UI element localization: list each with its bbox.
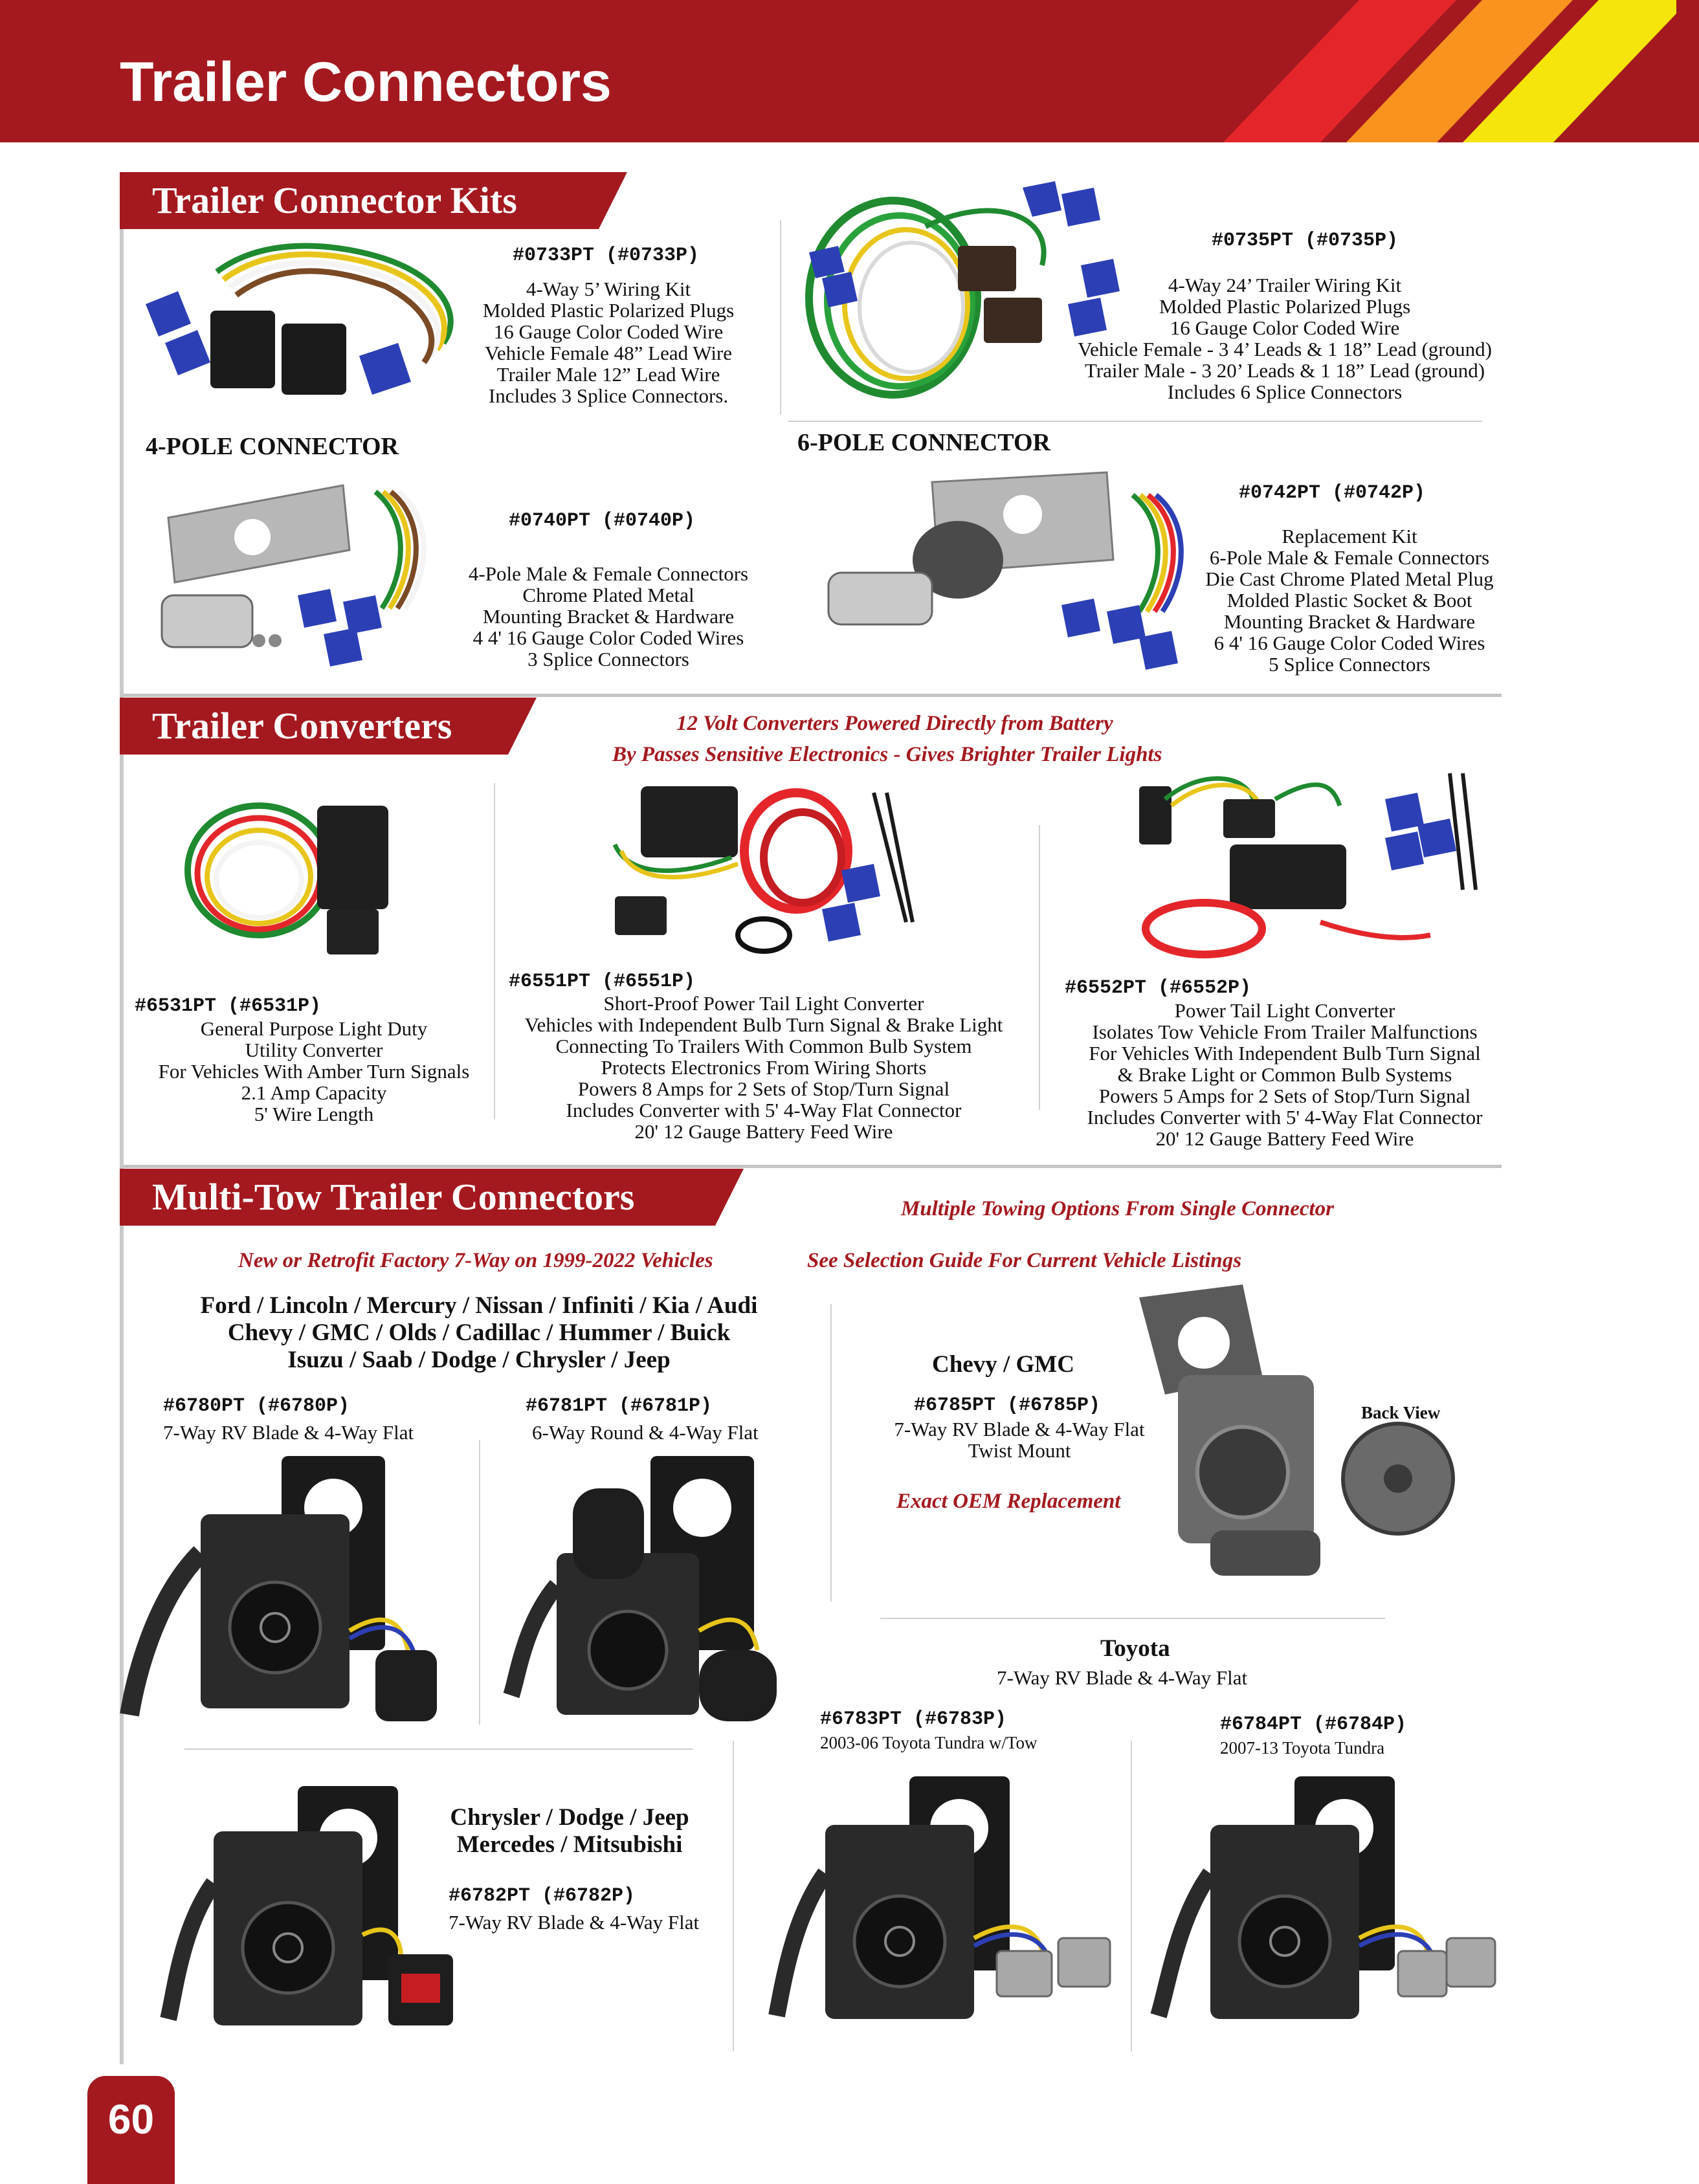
retrofit-note: New or Retrofit Factory 7-Way on 1999-2022 Vehicles xyxy=(238,1249,713,1272)
kit-0742-sku: #0742PT (#0742P) xyxy=(1239,482,1426,504)
multitow-6780-image xyxy=(129,1456,466,1728)
multitow-6784-description: 2007-13 Toyota Tundra xyxy=(1220,1738,1385,1758)
ford-chrysler-divider xyxy=(184,1748,693,1750)
oem-replacement-note: Exact OEM Replacement xyxy=(896,1490,1121,1513)
toyota-divider-mid xyxy=(1131,1741,1132,2051)
section-heading-multitow: Multi-Tow Trailer Connectors xyxy=(120,1169,715,1226)
kit-0735-description: 4-Way 24’ Trailer Wiring Kit Molded Plastic Polarized Plugs 16 Gauge Color Coded Wire Vehicle Female - 3 4’ Leads & 1 18” Lead (ground) Trailer Male - 3 20’ Leads & 1 18” Lead (ground) Includes 6 Splice Connectors xyxy=(1078,274,1492,403)
kit-0742-description: Replacement Kit 6-Pole Male & Female Connectors Die Cast Chrome Plated Metal Plug Molded Plastic Socket & Boot Mounting Bracket & Hardware 6 4' 16 Gauge Color Coded Wires 5 Splice Connectors xyxy=(1205,525,1494,676)
kit-0740-image xyxy=(136,466,466,686)
multitow-6785-description: 7-Way RV Blade & 4-Way Flat Twist Mount xyxy=(894,1418,1145,1462)
selection-guide-note: See Selection Guide For Current Vehicle Listings xyxy=(807,1249,1242,1272)
converter-6552-sku: #6552PT (#6552P) xyxy=(1065,977,1252,999)
kit-0735-sku: #0735PT (#0735P) xyxy=(1212,230,1399,252)
header-stripes xyxy=(1100,0,1699,142)
multitow-6782-description: 7-Way RV Blade & 4-Way Flat xyxy=(449,1911,700,1934)
page-number: 60 xyxy=(87,2076,175,2184)
kits-divider-horizontal xyxy=(788,421,1482,422)
back-view-label: Back View xyxy=(1361,1403,1441,1422)
kit-0733-description: 4-Way 5’ Wiring Kit Molded Plastic Polarized Plugs 16 Gauge Color Coded Wire Vehicle Female 48” Lead Wire Trailer Male 12” Lead Wire Includes 3 Splice Connectors. xyxy=(482,278,735,407)
converter-6552-description: Power Tail Light Converter Isolates Tow Vehicle From Trailer Malfunctions For Vehicles With Independent Bulb Turn Signal & Brake Light or Common Bulb Systems Powers 5 Amps for 2 Sets of Stop/Turn Signal Includes Converter with 5' 4-Way Flat Connector 20' 12 Gauge Battery Feed Wire xyxy=(1087,999,1483,1150)
multitow-6780-sku: #6780PT (#6780P) xyxy=(163,1395,350,1417)
kit-0733-image xyxy=(139,233,476,414)
multitow-6781-image xyxy=(498,1456,809,1728)
converters-divider-1 xyxy=(494,783,495,1120)
multitow-6780-description: 7-Way RV Blade & 4-Way Flat xyxy=(163,1421,414,1444)
converter-6531-image xyxy=(175,786,466,974)
converters-tagline-1: 12 Volt Converters Powered Directly from Battery xyxy=(676,712,1113,735)
kit-0740-description: 4-Pole Male & Female Connectors Chrome Plated Metal Mounting Bracket & Hardware 4 4' 16 Gauge Color Coded Wires 3 Splice Connectors xyxy=(468,562,749,670)
kits-divider-vertical xyxy=(780,220,781,414)
page-title: Trailer Connectors xyxy=(120,51,612,113)
converter-6551-sku: #6551PT (#6551P) xyxy=(509,971,696,993)
multitow-tagline: Multiple Towing Options From Single Connector xyxy=(901,1197,1335,1220)
ford-gm-brand-list: Ford / Lincoln / Mercury / Nissan / Infiniti / Kia / Audi Chevy / GMC / Olds / Cadillac / Hummer / Buick Isuzu / Saab / Dodge / Chrysler / Jeep xyxy=(200,1292,758,1373)
multitow-divider-2 xyxy=(830,1304,832,1602)
converter-6531-sku: #6531PT (#6531P) xyxy=(135,995,322,1017)
section-divider-kits xyxy=(123,694,1502,697)
section-heading-kits: Trailer Connector Kits xyxy=(120,172,599,229)
converters-tagline-2: By Passes Sensitive Electronics - Gives Brighter Trailer Lights xyxy=(612,743,1162,766)
multitow-6783-description: 2003-06 Toyota Tundra w/Tow xyxy=(820,1733,1038,1752)
multitow-6782-image xyxy=(168,1786,466,2045)
converter-6551-image xyxy=(602,773,919,967)
kit-0740-sku: #0740PT (#0740P) xyxy=(509,510,696,532)
converter-6531-description: General Purpose Light Duty Utility Converter For Vehicles With Amber Turn Signals 2.1 Amp Capacity 5' Wire Length xyxy=(158,1017,470,1125)
toyota-divider-left xyxy=(733,1741,734,2051)
toyota-heading: Toyota xyxy=(1100,1635,1170,1662)
section-divider-converters xyxy=(123,1165,1502,1168)
toyota-description: 7-Way RV Blade & 4-Way Flat xyxy=(997,1666,1248,1689)
kit-0742-image xyxy=(803,463,1230,689)
section-heading-converters: Trailer Converters xyxy=(120,698,508,755)
chrysler-brand-list: Chrysler / Dodge / Jeep Mercedes / Mitsubishi xyxy=(450,1804,689,1858)
chevy-gmc-heading: Chevy / GMC xyxy=(932,1351,1074,1378)
multitow-6785-sku: #6785PT (#6785P) xyxy=(914,1395,1101,1417)
multitow-6781-description: 6-Way Round & 4-Way Flat xyxy=(532,1421,759,1444)
multitow-6781-sku: #6781PT (#6781P) xyxy=(526,1395,713,1417)
multitow-6782-sku: #6782PT (#6782P) xyxy=(449,1885,636,1907)
left-margin-rule xyxy=(120,175,124,2064)
multitow-6784-image xyxy=(1152,1776,1502,2035)
converter-6552-image xyxy=(1126,760,1489,967)
converter-6551-description: Short-Proof Power Tail Light Converter Vehicles with Independent Bulb Turn Signal & Brake Light Connecting To Trailers With Common Bulb System Protects Electronics From Wiring Shorts Powers 8 Amps for 2 Sets of Stop/Turn Signal Includes Converter with 5' 4-Way Flat Connector 20' 12 Gauge Battery Feed Wire xyxy=(524,992,1003,1143)
chevy-toyota-divider xyxy=(880,1618,1385,1619)
multitow-6784-sku: #6784PT (#6784P) xyxy=(1220,1714,1407,1736)
six-pole-heading: 6-POLE CONNECTOR xyxy=(797,429,1050,456)
multitow-6785-image xyxy=(1126,1285,1469,1595)
multitow-divider-1 xyxy=(479,1440,480,1725)
multitow-6783-sku: #6783PT (#6783P) xyxy=(820,1708,1007,1730)
kit-0733-sku: #0733PT (#0733P) xyxy=(513,245,700,267)
converters-divider-2 xyxy=(1039,825,1040,1110)
multitow-6783-image xyxy=(770,1776,1120,2035)
four-pole-heading: 4-POLE CONNECTOR xyxy=(146,433,399,460)
